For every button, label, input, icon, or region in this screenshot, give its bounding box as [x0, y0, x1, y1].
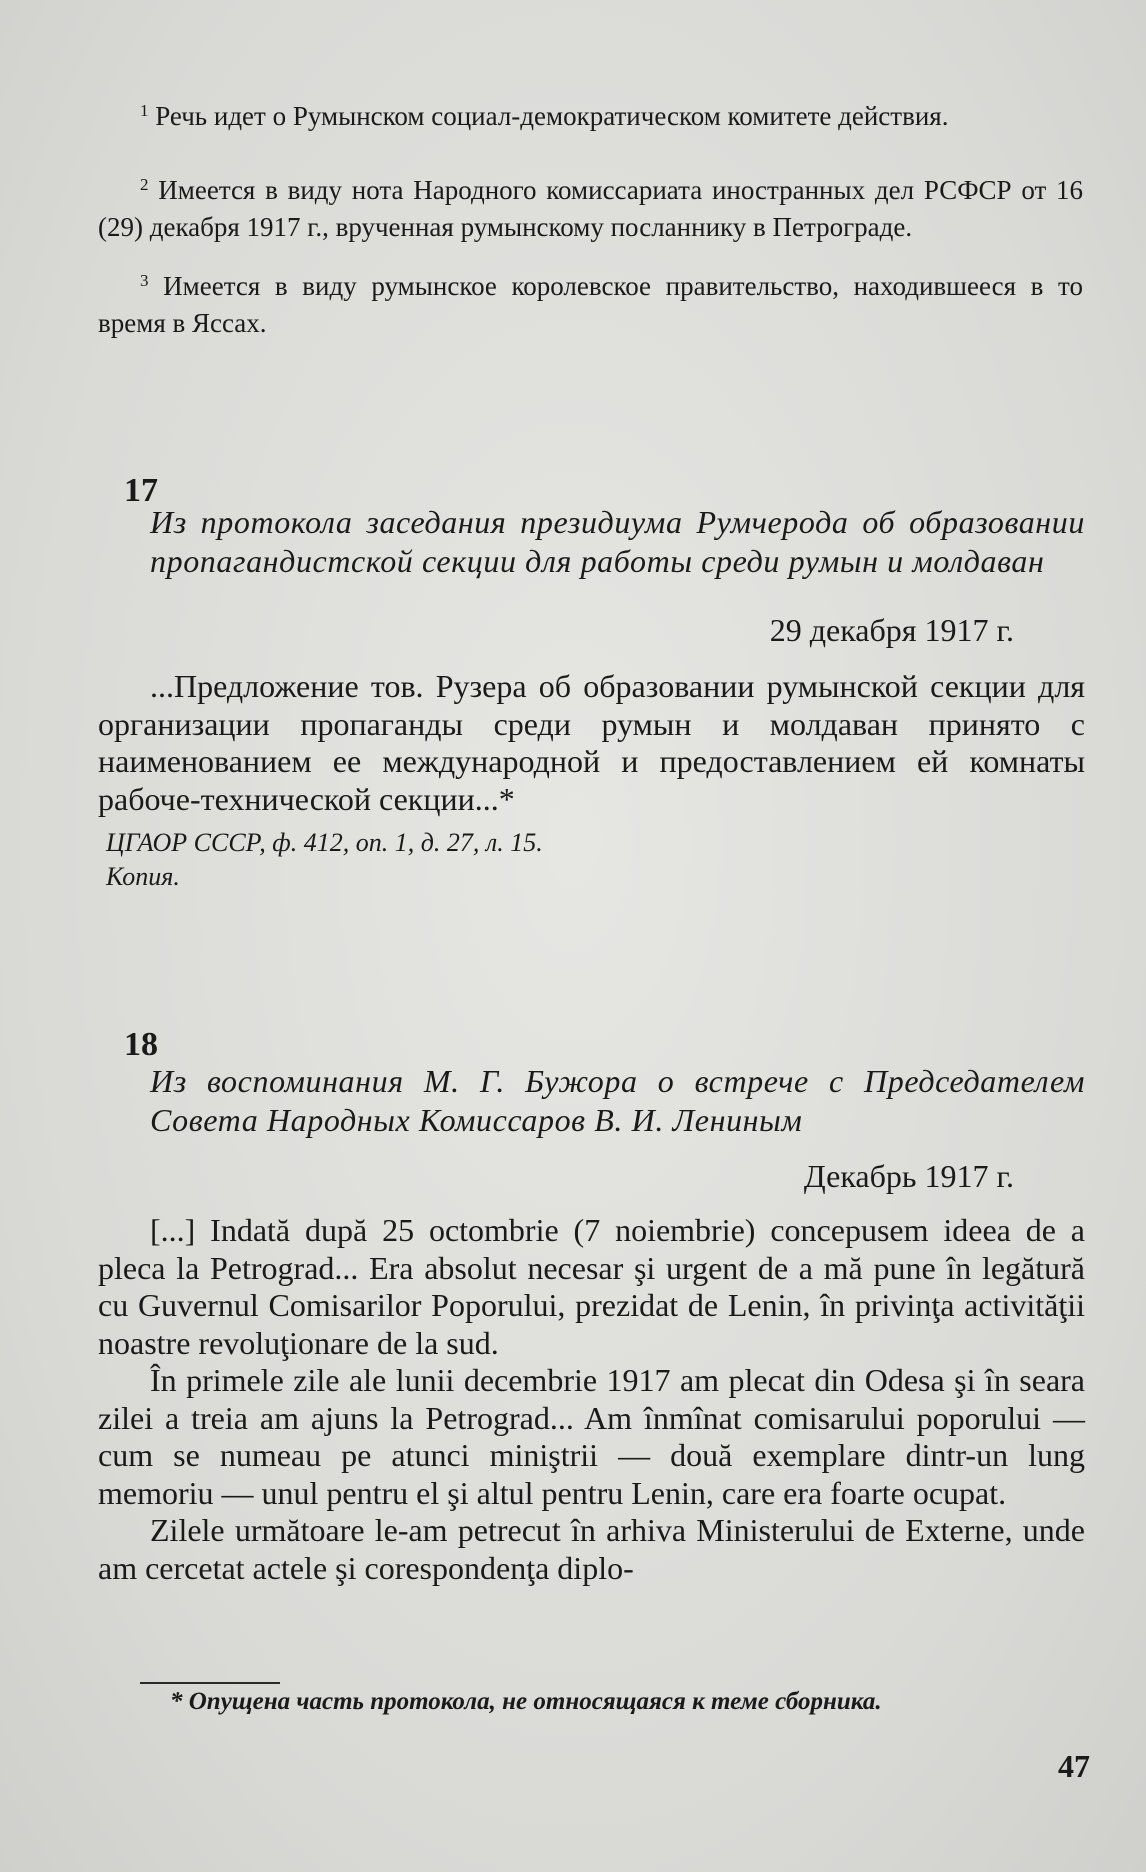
footnote-1	[98, 98, 1083, 135]
footnote-1-text: Речь идет о Румынском социал-демократическом комитете действия.	[155, 101, 949, 131]
document-17-copy-note: Копия.	[106, 862, 180, 891]
document-18-number: 18	[124, 1026, 158, 1063]
document-17-date: 29 декабря 1917 г.	[769, 612, 1014, 648]
footnote-rule	[140, 1682, 280, 1684]
document-18-date: Декабрь 1917 г.	[803, 1158, 1014, 1194]
footnote-3	[98, 268, 1083, 342]
document-18-paragraph-3: Zilele următoare le-am petrecut în arhiva Ministerului de Externe, unde am cercetat actele şi corespondenţa diplo-	[98, 1512, 1085, 1586]
page-number: 47	[1058, 1748, 1090, 1784]
footnote-3-marker: 3	[140, 271, 149, 290]
document-17-title: Из протокола заседания президиума Румчерода об образовании пропагандистской секции для работы среди румын и молдаван	[150, 504, 1085, 579]
document-18-text	[98, 1212, 1085, 1587]
document-18-title: Из воспоминания М. Г. Бужора о встрече с Председателем Совета Народных Комиссаров В. И. Лениным	[150, 1063, 1085, 1138]
footnote-2-marker: 2	[140, 175, 149, 194]
page-footnote: * Опущена часть протокола, не относящаяся к теме сборника.	[170, 1688, 882, 1715]
footnote-1-marker: 1	[140, 101, 149, 120]
footnote-2-text: Имеется в виду нота Народного комиссариата иностранных дел РСФСР от 16 (29) декабря 1917 г., врученная румынскому посланнику в Петрограде.	[98, 175, 1084, 242]
footnote-2	[98, 172, 1083, 246]
document-17-number: 17	[124, 472, 158, 509]
document-17-paragraph: ...Предложение тов. Рузера об образовании румынской секции для организации пропаганды среди румын и молдаван принято с наименованием ее международной и предоставлением ей комнаты рабоче-технической секции...*	[98, 668, 1085, 817]
document-18-paragraph-1: [...] Indată după 25 octombrie (7 noiembrie) concepusem ideea de a pleca la Petrograd... Era absolut necesar şi urgent de a mă pune în legătură cu Guvernul Comisarilor Poporului, prezidat de Lenin, în privinţa activităţii noastre revoluţionare de la sud.	[98, 1212, 1085, 1361]
document-18-paragraph-2: În primele zile ale lunii decembrie 1917 am plecat din Odesa şi în seara zilei a treia am ajuns la Petrograd... Am înmînat comisarului poporului — cum se numeau pe atunci miniştrii — două exemplare dintr-un lung memoriu — unul pentru el şi altul pentru Lenin, care era foarte ocupat.	[98, 1362, 1085, 1511]
document-17-text	[98, 668, 1085, 818]
document-17-source	[106, 826, 543, 894]
footnote-3-text: Имеется в виду румынское королевское правительство, находившееся в то время в Яссах.	[98, 271, 1083, 338]
document-17-archive-ref: ЦГАОР СССР, ф. 412, оп. 1, д. 27, л. 15.	[106, 828, 543, 857]
